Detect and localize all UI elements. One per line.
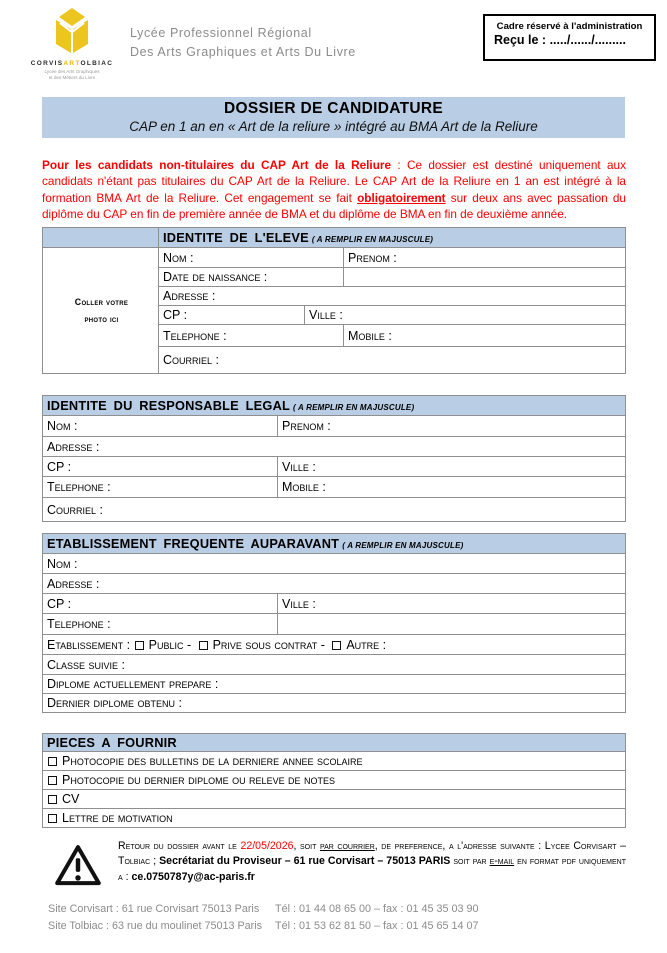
checkbox-autre[interactable] [332,641,341,650]
field-guardian-telephone[interactable]: Telephone : [43,477,278,498]
checkbox-prive-sous-contrat[interactable] [199,641,208,650]
guardian-section-header: IDENTITE DU RESPONSABLE LEGAL ( A REMPLIR EN MAJUSCULE) [43,396,626,416]
admin-box-title: Cadre réservé à l'administration [496,21,643,32]
logo-cube-icon [50,8,94,54]
documents-table [42,733,626,828]
checkbox-diplome[interactable] [48,776,57,785]
field-student-cp[interactable]: CP : [159,306,305,325]
field-student-telephone[interactable]: Telephone : [159,325,344,347]
field-guardian-nom[interactable]: Nom : [43,416,278,437]
received-date-field[interactable]: Reçu le : ...../....../......... [494,33,626,47]
field-student-ville[interactable]: Ville : [305,306,626,325]
field-student-date-naissance[interactable]: Date de naissance : [159,268,344,287]
warning-icon [54,843,102,888]
candidate-notice: Pour les candidats non-titulaires du CAP Art de la Reliure : Ce dossier est destiné uniquement aux candidats n'étant pas titulaires du CAP Art de la Reliure. Le CAP Art de la Reliure en 1 an est intégré à la formation BMA Art de la Reliure. Cet engagement se fait obligatoirement sur deux ans avec passation du diplôme du CAP en fin de première année de BMA et du diplôme de BMA en fin de deuxième année. [42,158,626,221]
checkbox-lettre-motivation[interactable] [48,814,57,823]
logo-tagline: Lycée des Arts Graphiques et des Métiers du Livre [44,69,100,81]
field-guardian-prenom[interactable]: Prenom : [278,416,626,437]
return-instructions-text: Retour du dossier avant le 22/05/2026, soit par courrier, de preference, a l'adresse suivante : Lycee Corvisart – Tolbiac ; Secrétariat du Proviseur – 61 rue Corvisart – 75013 PARIS soit par e-mail en format pdf uniquement a : ce.0750787y@ac-paris.fr [118,840,626,883]
field-student-adresse[interactable]: Adresse : [159,287,626,306]
field-student-courriel[interactable]: Courriel : [159,347,626,374]
previous-school-section-header: ETABLISSEMENT FREQUENTE AUPARAVANT ( A REMPLIR EN MAJUSCULE) [43,534,626,554]
page-subtitle: CAP en 1 an en « Art de la reliure » intégré au BMA Art de la Reliure [129,119,538,134]
title-banner [42,97,625,138]
admin-reserved-box [483,14,656,61]
checkbox-cv[interactable] [48,795,57,804]
field-school-diplome-prepare[interactable]: Diplome actuellement prepare : [43,675,626,694]
document-item-diplome: Photocopie du dernier diplome ou releve de notes [43,771,626,790]
field-school-telephone-value[interactable] [278,614,626,635]
student-identity-table [42,227,626,374]
photo-placeholder[interactable]: Coller votre photo ici [43,248,159,374]
field-school-classe-suivie[interactable]: Classe suivie : [43,655,626,675]
document-item-bulletins: Photocopie des bulletins de la derniere annee scolaire [43,752,626,771]
school-logo [24,8,120,81]
field-guardian-adresse[interactable]: Adresse : [43,437,626,457]
student-section-header: IDENTITE DE L'ELEVE ( A REMPLIR EN MAJUSCULE) [159,228,626,248]
logo-wordmark: CORVISARTOLBIAC [30,60,114,67]
field-school-dernier-diplome[interactable]: Dernier diplome obtenu : [43,694,626,713]
guardian-identity-table [42,395,626,522]
field-student-nom[interactable]: Nom : [159,248,344,268]
footer-line-tolbiac: Site Tolbiac : 63 rue du moulinet 75013 Paris Tél : 01 53 62 81 50 – fax : 01 45 65 14 07 [48,919,479,932]
field-school-type: Etablissement : Public - Prive sous contrat - Autre : [43,635,626,655]
field-student-prenom[interactable]: Prenom : [344,248,626,268]
photo-header-cell [43,228,159,248]
return-instructions [42,839,626,888]
document-item-cv: CV [43,790,626,809]
documents-section-header: PIECES A FOURNIR [43,734,626,752]
checkbox-public[interactable] [135,641,144,650]
field-guardian-cp[interactable]: CP : [43,457,278,477]
field-guardian-courriel[interactable]: Courriel : [43,498,626,522]
field-student-mobile[interactable]: Mobile : [344,325,626,347]
field-school-nom[interactable]: Nom : [43,554,626,574]
field-school-telephone[interactable]: Telephone : [43,614,278,635]
previous-school-table [42,533,626,713]
field-school-cp[interactable]: CP : [43,594,278,614]
field-school-adresse[interactable]: Adresse : [43,574,626,594]
field-guardian-ville[interactable]: Ville : [278,457,626,477]
school-name: Lycée Professionnel Régional Des Arts Graphiques et Arts Du Livre [130,26,356,59]
document-item-lettre: Lettre de motivation [43,809,626,828]
field-guardian-mobile[interactable]: Mobile : [278,477,626,498]
checkbox-bulletins[interactable] [48,757,57,766]
field-student-date-naissance-value[interactable] [344,268,626,287]
footer-contacts [48,901,479,934]
field-school-ville[interactable]: Ville : [278,594,626,614]
footer-line-corvisart: Site Corvisart : 61 rue Corvisart 75013 Paris Tél : 01 44 08 65 00 – fax : 01 45 35 03 90 [48,903,479,915]
page-title: DOSSIER DE CANDIDATURE [223,100,444,117]
